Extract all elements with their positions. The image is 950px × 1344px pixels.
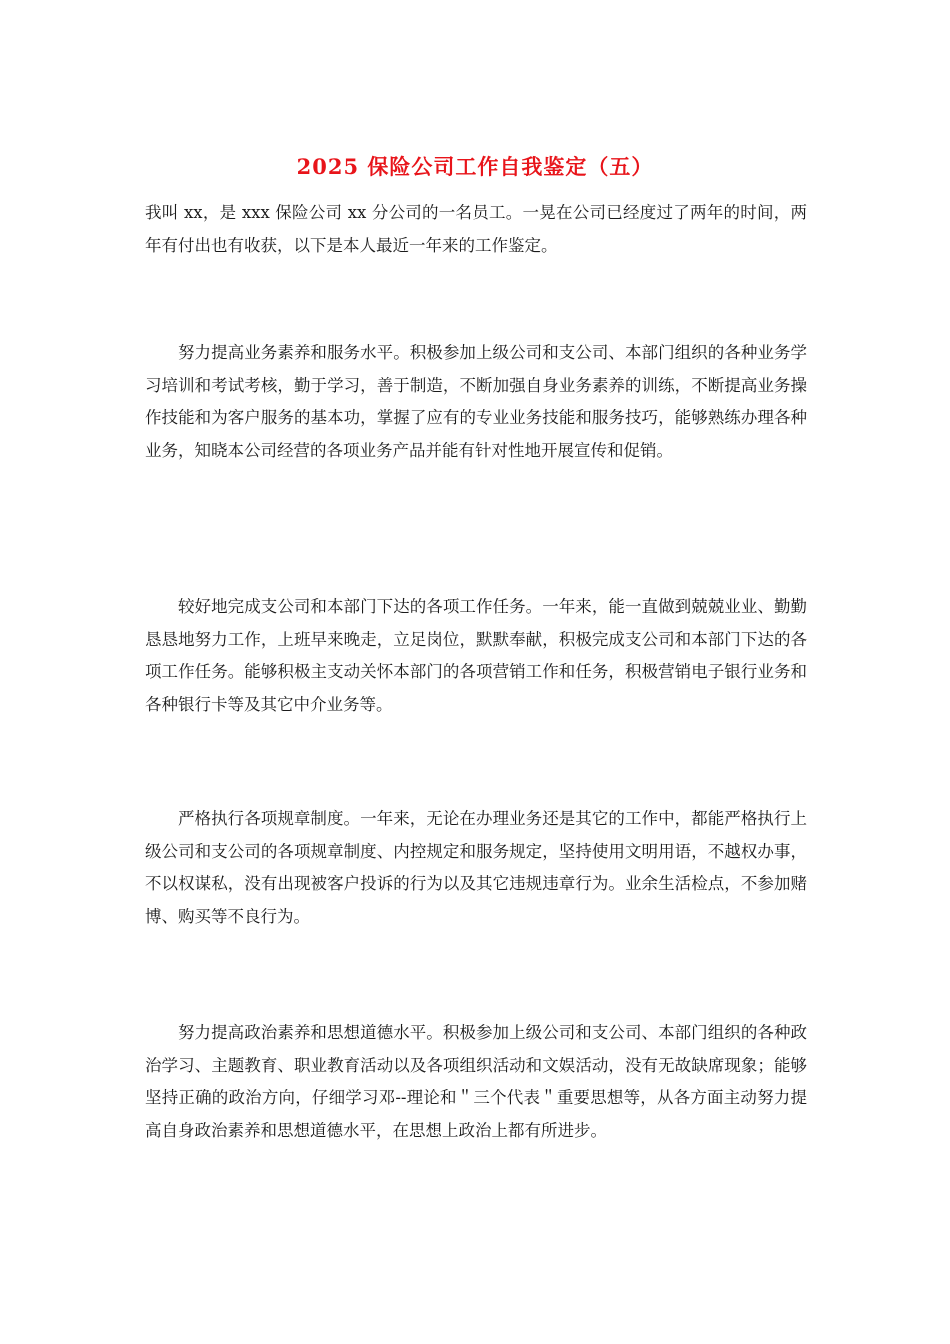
paragraph-political-quality: 努力提高政治素养和思想道德水平。积极参加上级公司和支公司、本部门组织的各种政治学习、主题教育、职业教育活动以及各项组织活动和文娱活动，没有无故缺席现象；能够坚持正确的政治方向，仔细学习邓--理论和＂三个代表＂重要思想等，从各方面主动努力提高自身政治素养和思想道德水平，在思想上政治上都有所进步。 xyxy=(145,1023,807,1140)
paragraph-rules-compliance: 严格执行各项规章制度。一年来，无论在办理业务还是其它的工作中，都能严格执行上级公司和支公司的各项规章制度、内控规定和服务规定，坚持使用文明用语，不越权办事，不以权谋私，没有出现被客户投诉的行为以及其它违规违章行为。业余生活检点，不参加赌博、购买等不良行为。 xyxy=(145,809,807,926)
paragraph-business-quality: 努力提高业务素养和服务水平。积极参加上级公司和支公司、本部门组织的各种业务学习培训和考试考核，勤于学习，善于制造，不断加强自身业务素养的训练，不断提高业务操作技能和为客户服务的基本功，掌握了应有的专业业务技能和服务技巧，能够熟练办理各种业务，知晓本公司经营的各项业务产品并能有针对性地开展宣传和促销。 xyxy=(145,343,807,460)
intro-paragraph: 我叫 xx，是 xxx 保险公司 xx 分公司的一名员工。一晃在公司已经度过了两年的时间，两年有付出也有收获，以下是本人最近一年来的工作鉴定。 xyxy=(145,203,807,255)
document-title: 2025 保险公司工作自我鉴定（五） xyxy=(296,154,654,179)
paragraph-task-completion: 较好地完成支公司和本部门下达的各项工作任务。一年来，能一直做到兢兢业业、勤勤恳恳地努力工作，上班早来晚走，立足岗位，默默奉献，积极完成支公司和本部门下达的各项工作任务。能够积极主支动关怀本部门的各项营销工作和任务，积极营销电子银行业务和各种银行卡等及其它中介业务等。 xyxy=(145,597,807,714)
